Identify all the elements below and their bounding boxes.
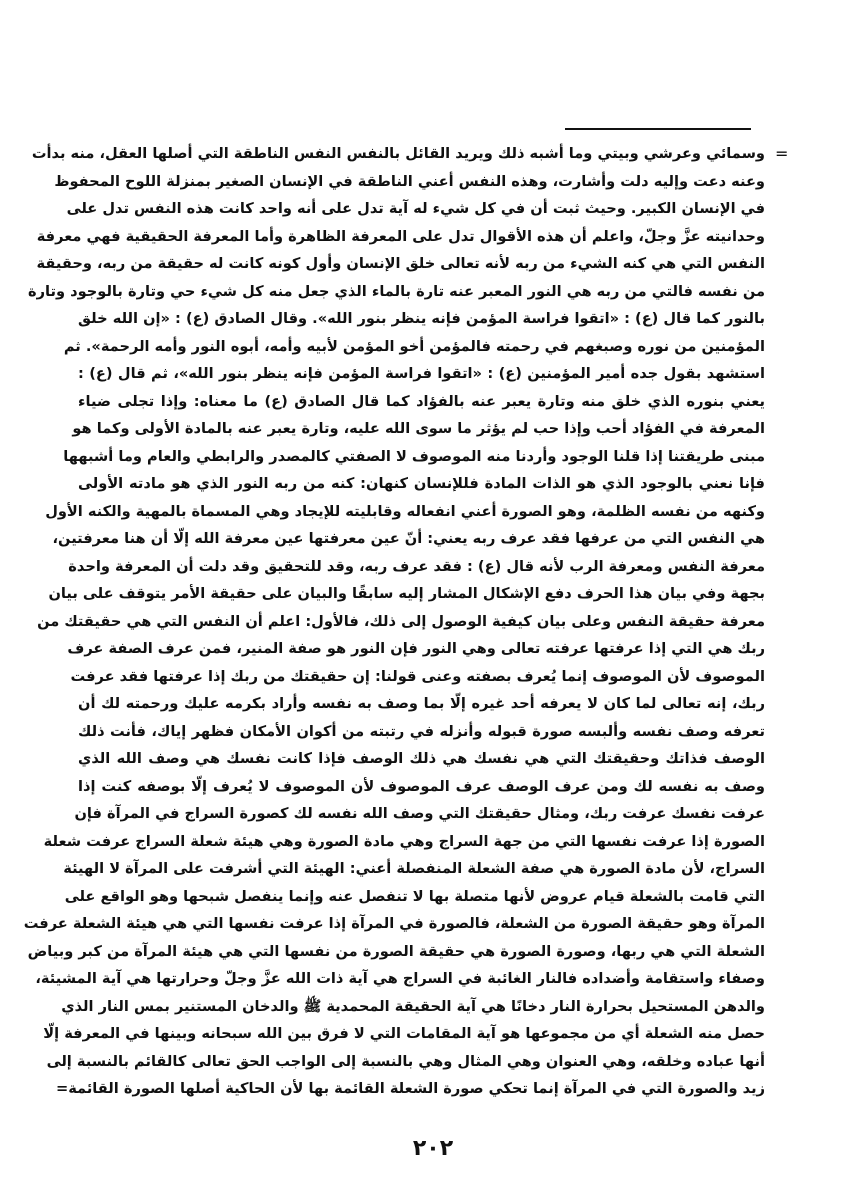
text-line: استشهد بقول جده أمير المؤمنين (ع) : «اتقوا فراسة المؤمن فإنه ينظر بنور الله»، ثم قال (ع) : [78, 365, 765, 382]
text-line: التي قامت بالشعلة قيام عروض لأنها متصلة بها لا تنفصل عنه وإنما ينفصل شبحها وهو الواقع على [64, 887, 765, 905]
text-line: النفس التي هي كنه الشيء من ربه لأنه تعالى خلق الإنسان وأول كونه كانت له حقيقة من ربه، وحقيقة [36, 255, 765, 272]
text-line: المؤمنين من نوره وصبغهم في رحمته فالمؤمن أخو المؤمن لأبيه وأمه، أبوه النور وأمه الرحمة». ثم [63, 337, 765, 355]
text-line: بجهة وفي بيان هذا الحرف دفع الإشكال المشار إليه سابقًا والبيان على حقيقة الأمر يتوقف على بيان [48, 585, 765, 602]
text-line: الشعلة التي هي ربها، وصورة الصورة هي حقيقة الصورة من نفسها التي هي هيئة المرآة من كبر وبياض [27, 942, 765, 960]
text-line: فإنا نعني بالوجود الذي هو الذات المادة فللإنسان كنهان: كنه من ربه النور الذي هو مادته الأولى [78, 475, 765, 492]
text-line: ربك، إنه تعالى لما كان لا يعرفه أحد غيره إلّا بما وصف به نفسه وأراد بكرمه عليك ورحمته لك أن [78, 695, 765, 712]
text-line: مبنى طريقتنا إذا قلنا الوجود وأردنا منه الموصوف لا الصفتي كالمصدر والرابطي والعام وما أشبهها [63, 447, 765, 465]
text-line: وكنهه من نفسه الظلمة، وهو الصورة أعني انفعاله وقابليته للإيجاد وهي المسماة بالمهية والكنه الأول [45, 502, 765, 520]
text-line: وحدانيته عزَّ وجلّ، واعلم أن هذه الأقوال تدل على المعرفة الظاهرة وأما المعرفة الحقيقية فهي معرفة [36, 227, 765, 245]
text-line: الوصف فذاتك وحقيقتك التي هي نفسك هي ذلك الوصف فإذا كانت نفسك هي وصف الله الذي [78, 750, 765, 767]
text-line: والدهن المستحيل بحرارة النار دخانًا هي آية الحقيقة المحمدية ﷺ والدخان المستنير بمس النار الذي [61, 997, 765, 1015]
text-line: المرآة وهو حقيقة الصورة من الشعلة، فالصورة في المرآة إذا عرفت نفسها التي هي هيئة الشعلة عرفت [23, 915, 765, 932]
text-line: من نفسه فالتي من ربه هي النور المعبر عنه تارة بالماء الذي جعل منه كل شيء حي وتارة بالوجود وتارة [28, 282, 765, 300]
text-line: الموصوف لأن الموصوف إنما يُعرف بصفته وعنى قولنا: إن حقيقتك من ربك إذا عرفتها فقد عرفت [70, 667, 765, 685]
text-line: وصف به نفسه لك ومن عرف الوصف عرف الموصوف لأن الموصوف لا يُعرف إلّا بوصفه كنت إذا [78, 777, 765, 795]
footnote-separator-rule [565, 128, 751, 130]
text-line: وصفاء واستقامة وأضداده فالنار الغائبة في السراج هي آية ذات الله عزَّ وجلّ وحرارتها هي آية المشيئة، [35, 970, 765, 987]
text-line: عرفت نفسك عرفت ربك، ومثال حقيقتك التي وصف الله نفسه لك كصورة السراج في المرآة فإن [74, 805, 765, 822]
text-line: المعرفة في الفؤاد أحب وإذا حب لم يؤثر ما سوى الله عليه، وتارة يعبر عنه بالمادة الأولى وكما هو [72, 420, 765, 437]
text-line: بالنور كما قال (ع) : «اتقوا فراسة المؤمن فإنه ينظر بنور الله». وقال الصادق (ع) : «إن الله خلق [78, 310, 765, 327]
text-line: وسمائي وعرشي وبيتي وما أشبه ذلك ويريد القائل بالنفس النفس الناطقة التي أصلها العقل، منه بدأت [31, 145, 765, 162]
text-line: تعرفه وصف نفسه وألبسه صورة قبوله وأنزله في رتبته من أكوان الأمكان فظهر إياك، فأنت ذلك [78, 722, 765, 740]
text-line: الصورة إذا عرفت نفسها التي من جهة السراج وهي مادة الصورة وهي هيئة شعلة السراج عرفت شعلة [43, 832, 765, 850]
text-line: هي النفس التي من عرفها فقد عرف ربه يعني: أنّ عين معرفتها عين معرفة الله إلّا أن هنا معرفتين، [52, 530, 765, 547]
text-line: حصل منه الشعلة أي من مجموعها هو آية المقامات التي لا فرق بين الله سبحانه وبينها في المعرفة إلّا [43, 1025, 765, 1042]
continuation-mark: = [775, 144, 789, 163]
footnote-text-body [23, 140, 765, 1103]
text-line: في الإنسان الكبير. وحيث ثبت أن في كل شيء له آية تدل على أنه واحد كانت هذه النفس تدل على [66, 200, 765, 217]
page-number: ٢٠٢ [412, 1136, 454, 1161]
text-line: ربك هي التي إذا عرفتها عرفته تعالى وهي النور فإن النور هو صفة المنير، فمن عرف الصفة عرف [67, 640, 765, 657]
text-line: زيد والصورة التي في المرآة إنما تحكي صورة الشعلة القائمة بها لأن الحاكية أصلها الصورة القائمة= [55, 1080, 765, 1097]
text-line: السراج، لأن مادة الصورة هي صفة الشعلة المنفصلة أعني: الهيئة التي أشرفت على المرآة لا الهيئة [63, 860, 765, 877]
text-line: أنها عباده وخلقه، وهي العنوان وهي المثال وهي بالنسبة إلى الواجب الحق تعالى كالقائم بالنسبة إلى [46, 1052, 765, 1070]
text-line: معرفة حقيقة النفس وعلى بيان كيفية الوصول إلى ذلك، فالأول: اعلم أن النفس التي هي حقيقتك من [37, 612, 765, 630]
text-line: يعني بنوره الذي خلق منه وتارة يعبر عنه بالفؤاد كما قال الصادق (ع) ما معناه: وإذا تجلى ضياء [78, 392, 765, 410]
text-line: وعنه دعت وإليه دلت وأشارت، وهذه النفس أعني الناطقة في الإنسان الصغير بمنزلة اللوح المحفوظ [54, 172, 765, 190]
text-line: معرفة النفس ومعرفة الرب لأنه قال (ع) : فقد عرف ربه، وقد للتحقيق وقد دلت أن المعرفة واحدة [68, 557, 765, 575]
